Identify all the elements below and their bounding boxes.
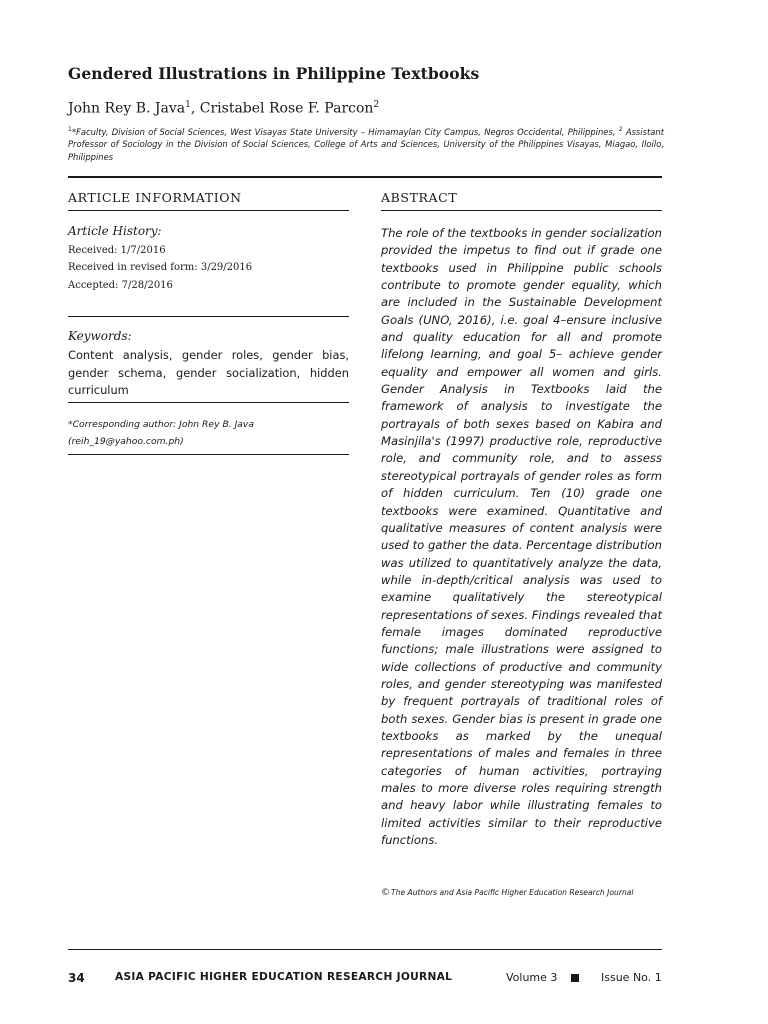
author-1: John Rey B. Java — [68, 100, 186, 117]
abstract-column — [381, 190, 662, 898]
author-2: Cristabel Rose F. Parcon — [199, 100, 374, 117]
copyright-text: The Authors and Asia Pacific Higher Education Research Journal — [391, 888, 634, 897]
copyright-notice — [381, 888, 662, 898]
accepted-date: Accepted: 7/28/2016 — [68, 280, 173, 291]
affiliation-1-text: *Faculty, Division of Social Sciences, West Visayas State University – Himamaylan City Campus, Negros Occidental, Philippines, — [71, 126, 619, 137]
keywords-label: Keywords: — [68, 329, 132, 343]
corresponding-email: (reih_19@yahoo.com.ph) — [68, 436, 184, 447]
author-2-affiliation-mark: 2 — [373, 100, 380, 110]
page-footer — [68, 971, 662, 989]
article-information-column — [68, 190, 349, 447]
affiliation-2-mark: 2 — [618, 126, 623, 133]
header-divider — [68, 176, 662, 178]
author-separator: , — [190, 100, 200, 117]
journal-name: ASIA PACIFIC HIGHER EDUCATION RESEARCH JOURNAL — [115, 971, 453, 983]
article-title: Gendered Illustrations in Philippine Textbooks — [68, 64, 480, 83]
revised-date: Received in revised form: 3/29/2016 — [68, 262, 253, 273]
issue-label: Issue No. 1 — [601, 971, 662, 984]
keywords-list: Content analysis, gender roles, gender bias, gender schema, gender socialization, hidden curriculum — [68, 348, 349, 397]
abstract-text: The role of the textbooks in gender socialization provided the impetus to find out if grade one textbooks used in Philippine public schools contribute to promote gender equality, which are included in the Sustainable Development Goals (UNO, 2016), i.e. goal 4–ensure inclusive and quality education for all and promote lifelong learning, and goal 5– achieve gender equality and empower all women and girls. Gender Analysis in Textbooks laid the framework of analysis to investigate the portrayals of both sexes based on Kabira and Masinjila's (1997) productive role, reproductive role, and community role, and to assess stereotypical portrayals of gender roles as form of hidden curriculum. Ten (10) grade one textbooks were examined. Quantitative and qualitative measures of content analysis were used to gather the data. Percentage distribution was utilized to quantitatively analyze the data, while in-depth/critical analysis was used to examine qualitatively the stereotypical representations of sexes. Findings revealed that female images dominated reproductive functions; male illustrations were assigned to wide collections of productive and community roles, and gender stereotyping was manifested by frequent portrayals of traditional roles of both sexes. Gender bias is present in grade one textbooks as marked by the unequal representations of males and females in three categories of human activities, portraying males to more diverse roles requiring strength and heavy labor while illustrating females to limited activities similar to their reproductive functions. — [381, 226, 662, 848]
page-number: 34 — [68, 971, 85, 985]
abstract-heading: ABSTRACT — [381, 190, 662, 211]
received-date: Received: 1/7/2016 — [68, 245, 166, 256]
corresponding-divider — [68, 454, 349, 455]
square-bullet-icon — [571, 974, 579, 982]
article-history-label: Article History: — [68, 224, 162, 238]
affiliations — [68, 124, 664, 163]
volume-label: Volume 3 — [506, 971, 558, 984]
keywords-divider — [68, 402, 349, 403]
history-divider — [68, 316, 349, 317]
copyright-icon: © — [381, 888, 390, 898]
author-1-affiliation-mark: 1 — [185, 100, 191, 110]
article-information-heading: ARTICLE INFORMATION — [68, 190, 349, 211]
affiliation-2-text: Assistant Professor of Sociology in the Division of Social Sciences, College of Arts and Sciences, University of the Philippines Visayas, Miagao, Iloilo, Philippines — [68, 126, 664, 162]
corresponding-author: *Corresponding author: John Rey B. Java — [68, 419, 254, 430]
footer-divider — [68, 949, 662, 950]
affiliation-1-mark: 1 — [68, 126, 72, 133]
author-line — [68, 100, 708, 117]
